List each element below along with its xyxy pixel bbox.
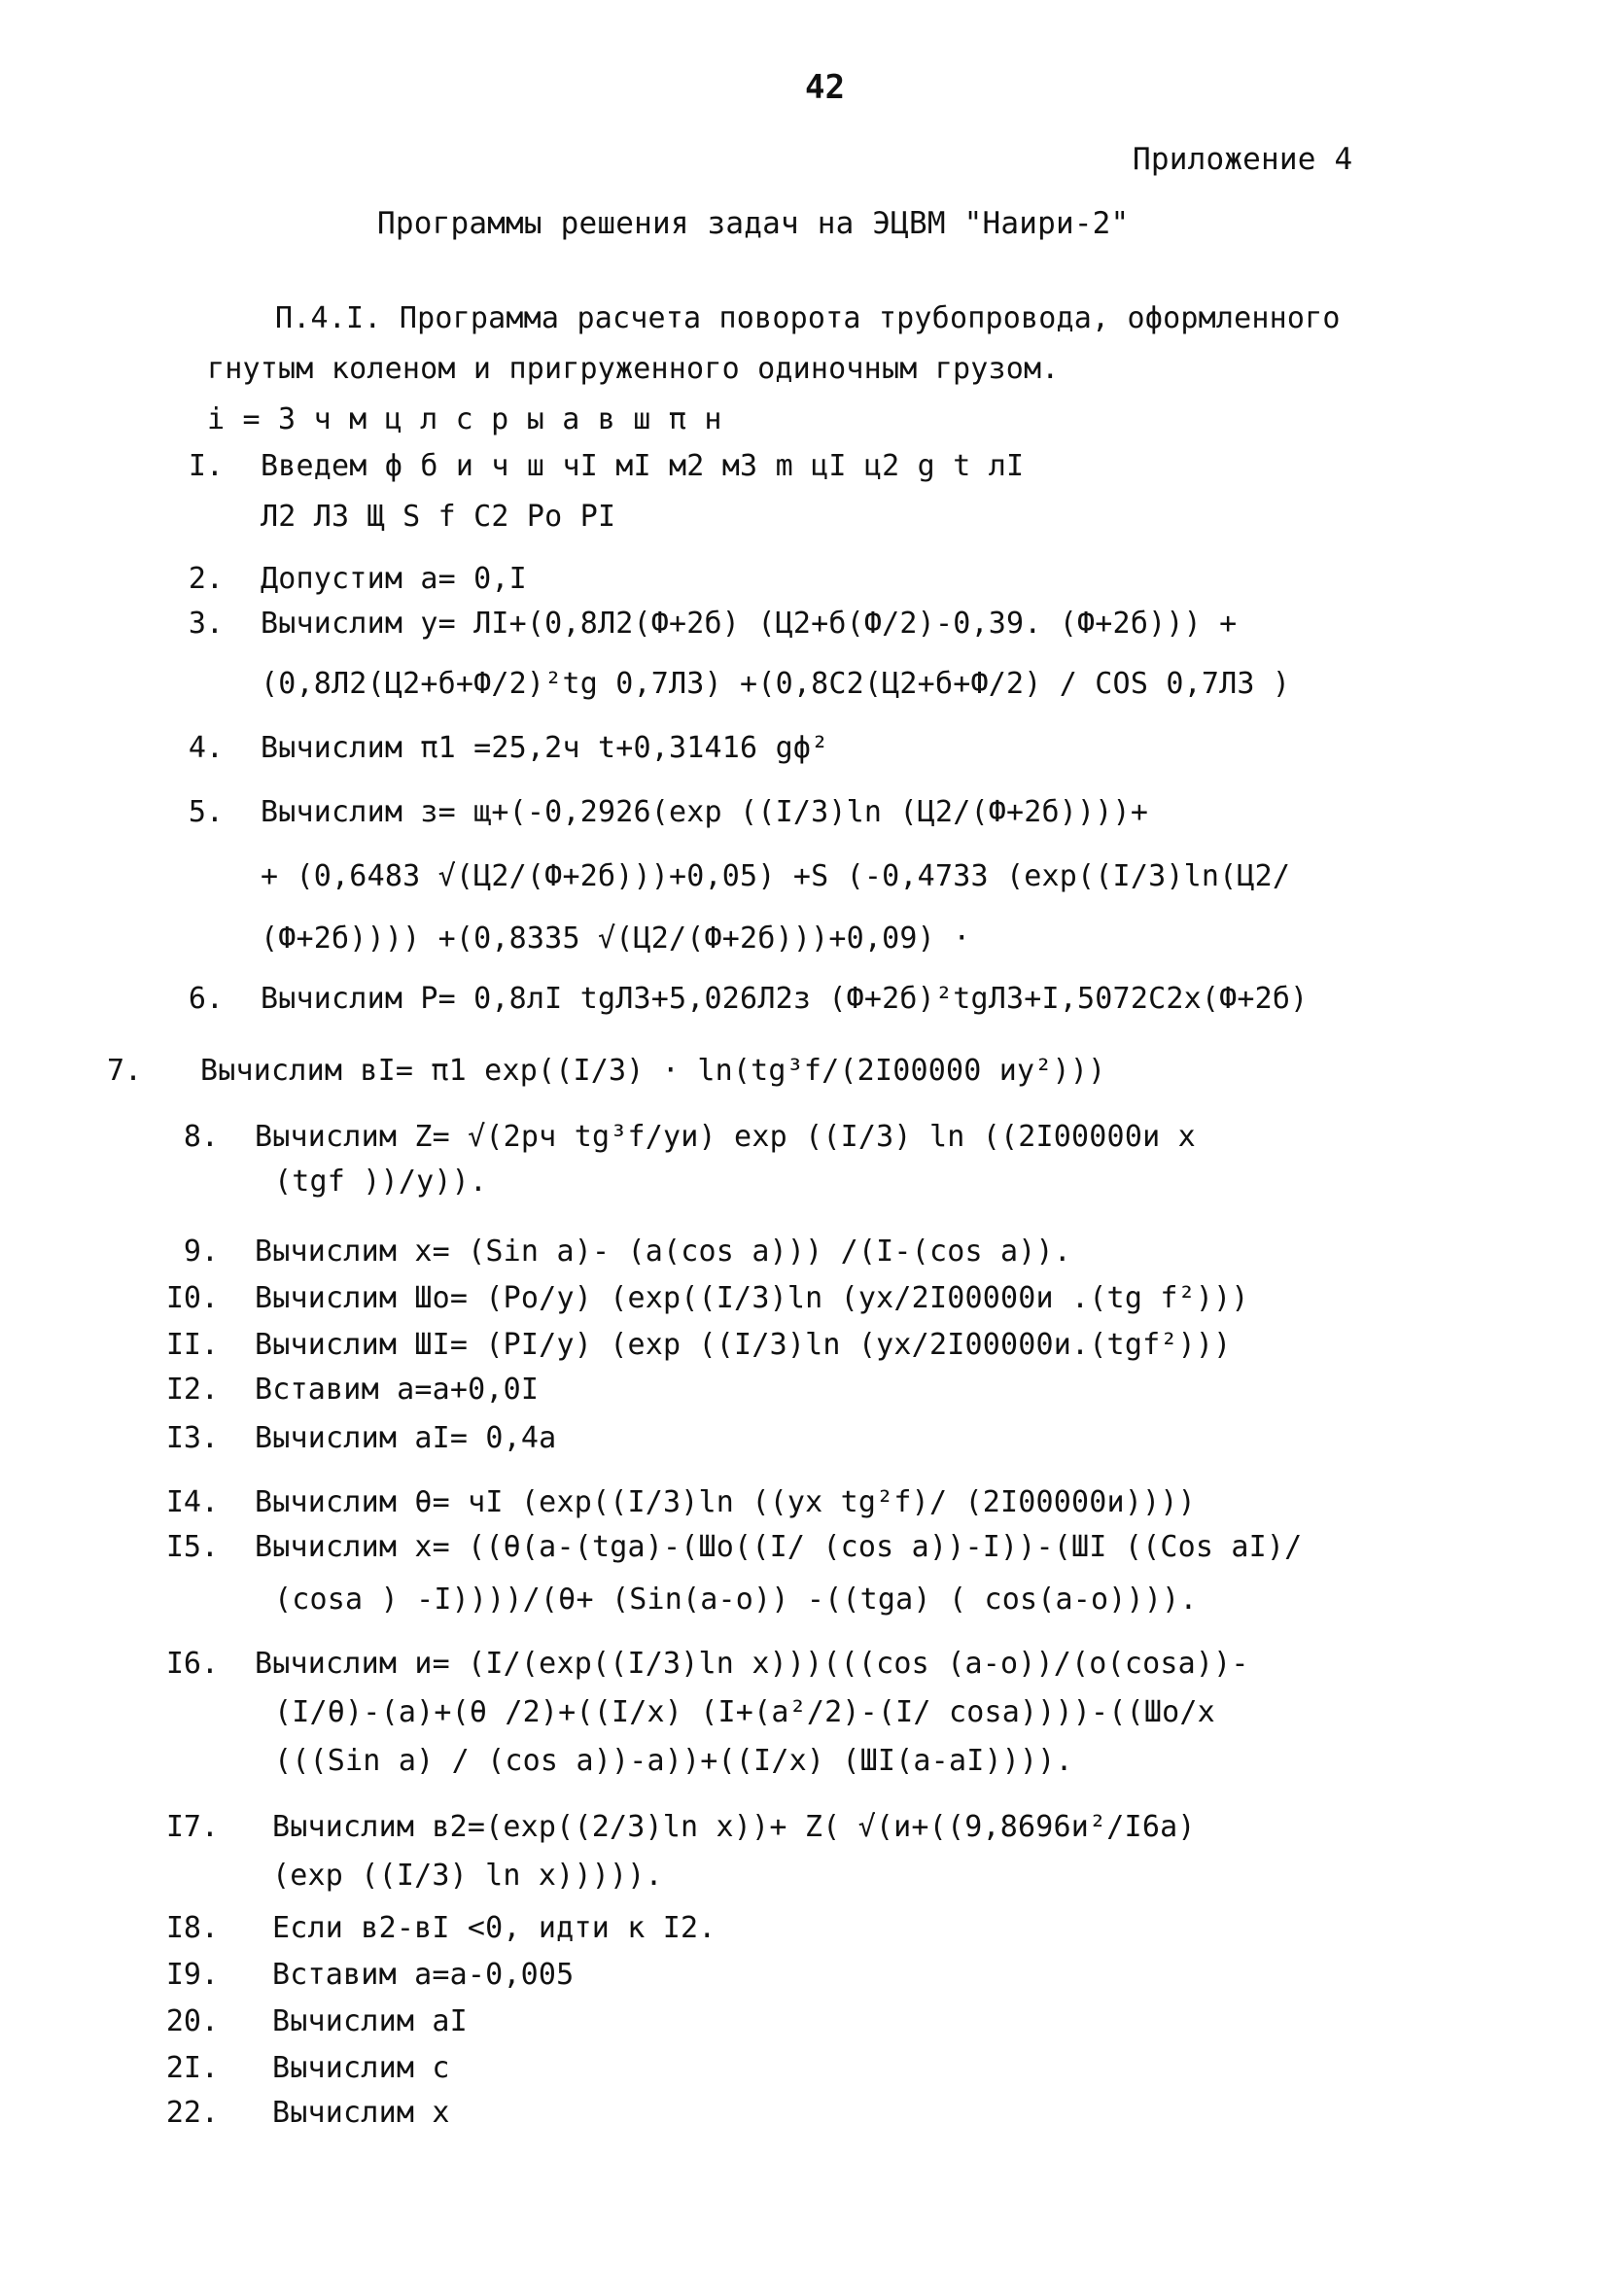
step-line: (((Sin a) / (cos a))-a))+((I/x) (ШI(a-aI)))).	[274, 1744, 1073, 1778]
step-number: I5.	[165, 1530, 219, 1564]
step-number: 6.	[188, 982, 224, 1016]
step-line: (0,8Л2(Ц2+б+Ф/2)²tg 0,7Л3) +(0,8С2(Ц2+б+Ф/2) / COS 0,7Л3 )	[261, 667, 1291, 701]
step-line: (tgf ))/у)).	[274, 1165, 488, 1199]
section-intro-line-2: гнутым коленом и пригруженного одиночным грузом.	[207, 352, 1060, 386]
step-number: I7.	[165, 1810, 219, 1844]
step-number: II.	[165, 1328, 219, 1362]
step-number: I9.	[165, 1958, 219, 1992]
step-line: Вычислим P= 0,8лI tgЛ3+5,026Л2з (Ф+2б)²tgЛ3+I,5072С2x(Ф+2б)	[261, 982, 1309, 1016]
step-number: 4.	[188, 731, 224, 765]
step-line: Вычислим π1 =25,2ч t+0,31416 gф²	[261, 731, 829, 765]
step-number: I8.	[165, 1911, 219, 1945]
step-number: 20.	[165, 2004, 219, 2038]
step-line: Вычислим Шо= (Pо/у) (exp((I/3)ln (ух/2I00000и .(tg f²)))	[255, 1281, 1249, 1315]
step-line: Вычислим x= (Sin a)- (a(cos a))) /(I-(cos a)).	[255, 1235, 1072, 1269]
step-line: Вычислим aI= 0,4a	[255, 1421, 557, 1455]
step-number: 7.	[107, 1054, 143, 1088]
step-number: 3.	[188, 607, 224, 641]
step-number: I0.	[165, 1281, 219, 1315]
step-line: Вычислим θ= чI (exp((I/3)ln ((ух tg²f)/ (2I00000и))))	[255, 1485, 1196, 1519]
step-line: Введем ф б и ч ш чI мI м2 м3 m цI ц2 g t лI	[261, 449, 1025, 483]
step-number: 5.	[188, 795, 224, 829]
step-number: 2.	[188, 562, 224, 596]
step-line: Вычислим c	[272, 2051, 450, 2085]
step-line: (Ф+2б)))) +(0,8335 √(Ц2/(Ф+2б)))+0,09) ·	[261, 922, 971, 956]
step-line: Вычислим з= щ+(-0,2926(exp ((I/3)ln (Ц2/(Ф+2б))))+	[261, 795, 1149, 829]
step-line: (I/θ)-(a)+(θ /2)+((I/x) (I+(a²/2)-(I/ cosa))))-((Шо/x	[274, 1695, 1215, 1729]
appendix-label: Приложение 4	[1133, 142, 1353, 177]
step-line: Вычислим aI	[272, 2004, 468, 2038]
step-line: Вычислим в2=(exp((2/3)ln x))+ Z( √(и+((9,8696и²/I6a)	[272, 1810, 1196, 1844]
step-line: Вставим a=a-0,005	[272, 1958, 575, 1992]
step-line: Вычислим Z= √(2рч tg³f/уи) exp ((I/3) ln ((2I00000и x	[255, 1120, 1196, 1154]
page-title: Программы решения задач на ЭЦВМ "Наири-2"	[377, 206, 1130, 241]
step-number: 8.	[183, 1120, 219, 1154]
step-line: Вычислим x= ((θ(a-(tga)-(Шо((I/ (cos a))-I))-(ШI ((Cos aI)/	[255, 1530, 1303, 1564]
step-line: (cosa ) -I))))/(θ+ (Sin(a-o)) -((tga) ( cos(a-o)))).	[274, 1583, 1198, 1617]
step-line: Допустим a= 0,I	[261, 562, 527, 596]
step-line: Вычислим x	[272, 2096, 450, 2130]
page-number: 42	[805, 68, 846, 107]
step-number: I3.	[165, 1421, 219, 1455]
step-number: 9.	[183, 1235, 219, 1269]
step-line: Вставим a=a+0,0I	[255, 1373, 540, 1407]
step-line: Если в2-вI <0, идти к I2.	[272, 1911, 717, 1945]
alphabet-line: i = 3 ч м ц л с р ы а в ш π н	[207, 402, 722, 436]
step-number: I2.	[165, 1373, 219, 1407]
step-line: (exp ((I/3) ln x))))).	[272, 1859, 663, 1893]
step-line: Вычислим и= (I/(exp((I/3)ln x)))(((cos (a-o))/(o(cosa))-	[255, 1647, 1249, 1681]
step-number: 22.	[165, 2096, 219, 2130]
step-number: 2I.	[165, 2051, 219, 2085]
step-number: I4.	[165, 1485, 219, 1519]
step-line: Л2 Л3 Щ S f С2 Pо PI	[261, 500, 616, 534]
step-number: I6.	[165, 1647, 219, 1681]
step-line: Вычислим вI= π1 exp((I/3) · ln(tg³f/(2I00000 иу²)))	[200, 1054, 1106, 1088]
section-intro-line-1: П.4.I. Программа расчета поворота трубопровода, оформленного	[275, 301, 1341, 335]
step-number: I.	[188, 449, 224, 483]
step-line: Вычислим ШI= (PI/у) (exp ((I/3)ln (ух/2I00000и.(tgf²)))	[255, 1328, 1232, 1362]
step-line: Вычислим у= ЛI+(0,8Л2(Ф+2б) (Ц2+б(Ф/2)-0,39. (Ф+2б))) +	[261, 607, 1238, 641]
step-line: + (0,6483 √(Ц2/(Ф+2б)))+0,05) +S (-0,4733 (exp((I/3)ln(Ц2/	[261, 859, 1291, 893]
